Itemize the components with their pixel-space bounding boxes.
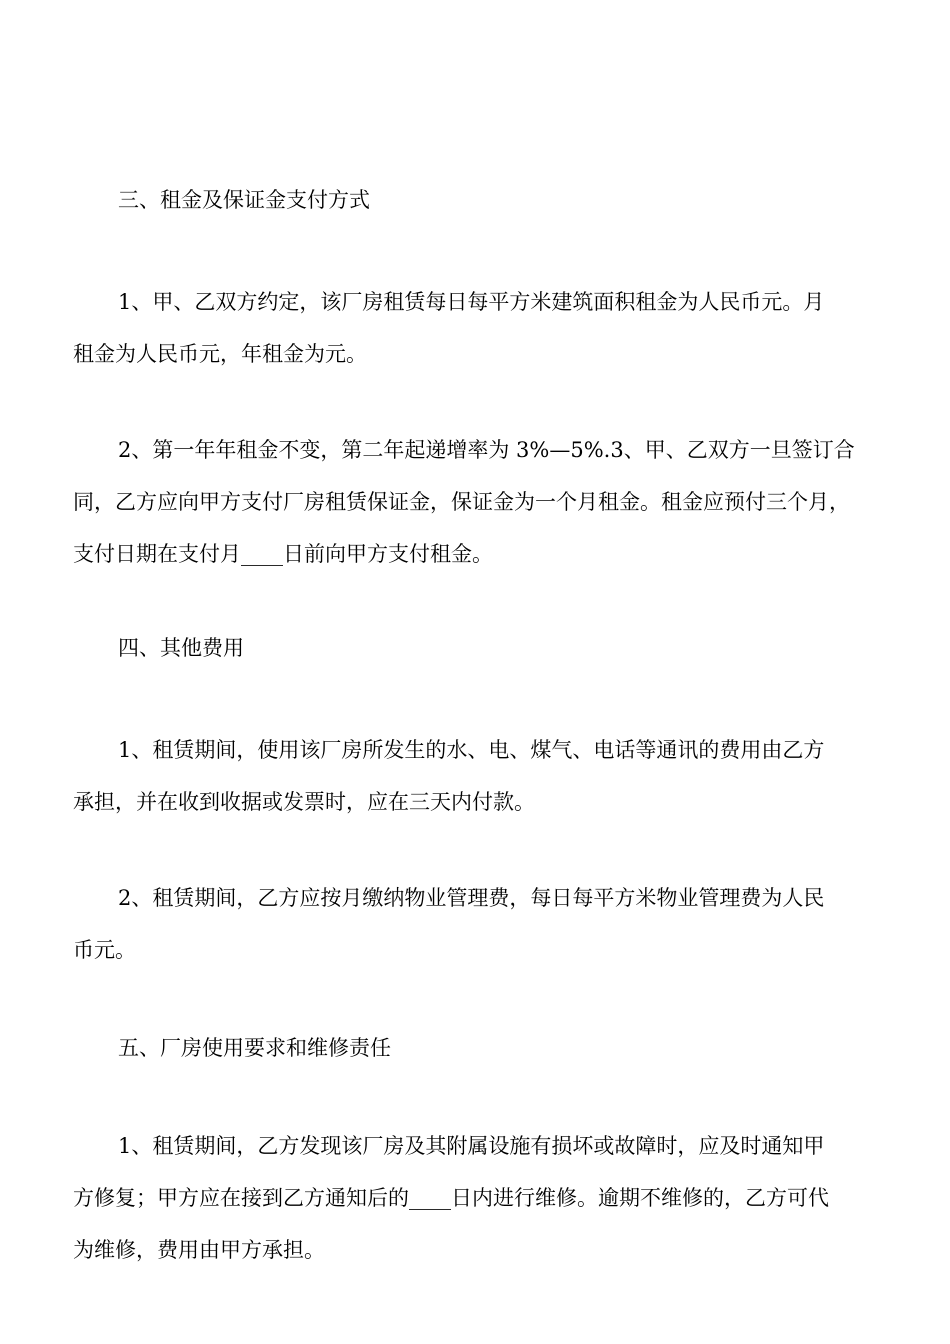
paragraph-line: 币元。 bbox=[73, 938, 136, 962]
paragraph-line: 支付日期在支付月____日前向甲方支付租金。 bbox=[73, 542, 493, 566]
paragraph-line: 1、租赁期间，乙方发现该厂房及其附属设施有损坏或故障时，应及时通知甲 bbox=[118, 1134, 825, 1158]
paragraph-line: 租金为人民币元，年租金为元。 bbox=[73, 342, 367, 366]
paragraph-line: 1、租赁期间，使用该厂房所发生的水、电、煤气、电话等通讯的费用由乙方 bbox=[118, 738, 825, 762]
paragraph-line: 承担，并在收到收据或发票时，应在三天内付款。 bbox=[73, 790, 535, 814]
paragraph-line: 同，乙方应向甲方支付厂房租赁保证金，保证金为一个月租金。租金应预付三个月， bbox=[73, 490, 850, 514]
section-heading-3: 三、租金及保证金支付方式 bbox=[118, 188, 370, 212]
paragraph-line: 方修复；甲方应在接到乙方通知后的____日内进行维修。逾期不维修的，乙方可代 bbox=[73, 1186, 829, 1210]
paragraph-line: 2、第一年年租金不变，第二年起递增率为 3%—5%.3、甲、乙双方一旦签订合 bbox=[118, 438, 855, 462]
paragraph-line: 2、租赁期间，乙方应按月缴纳物业管理费，每日每平方米物业管理费为人民 bbox=[118, 886, 825, 910]
paragraph-line: 为维修，费用由甲方承担。 bbox=[73, 1238, 325, 1262]
section-heading-5: 五、厂房使用要求和维修责任 bbox=[118, 1036, 391, 1060]
paragraph-line: 1、甲、乙双方约定，该厂房租赁每日每平方米建筑面积租金为人民币元。月 bbox=[118, 290, 825, 314]
section-heading-4: 四、其他费用 bbox=[118, 636, 244, 660]
